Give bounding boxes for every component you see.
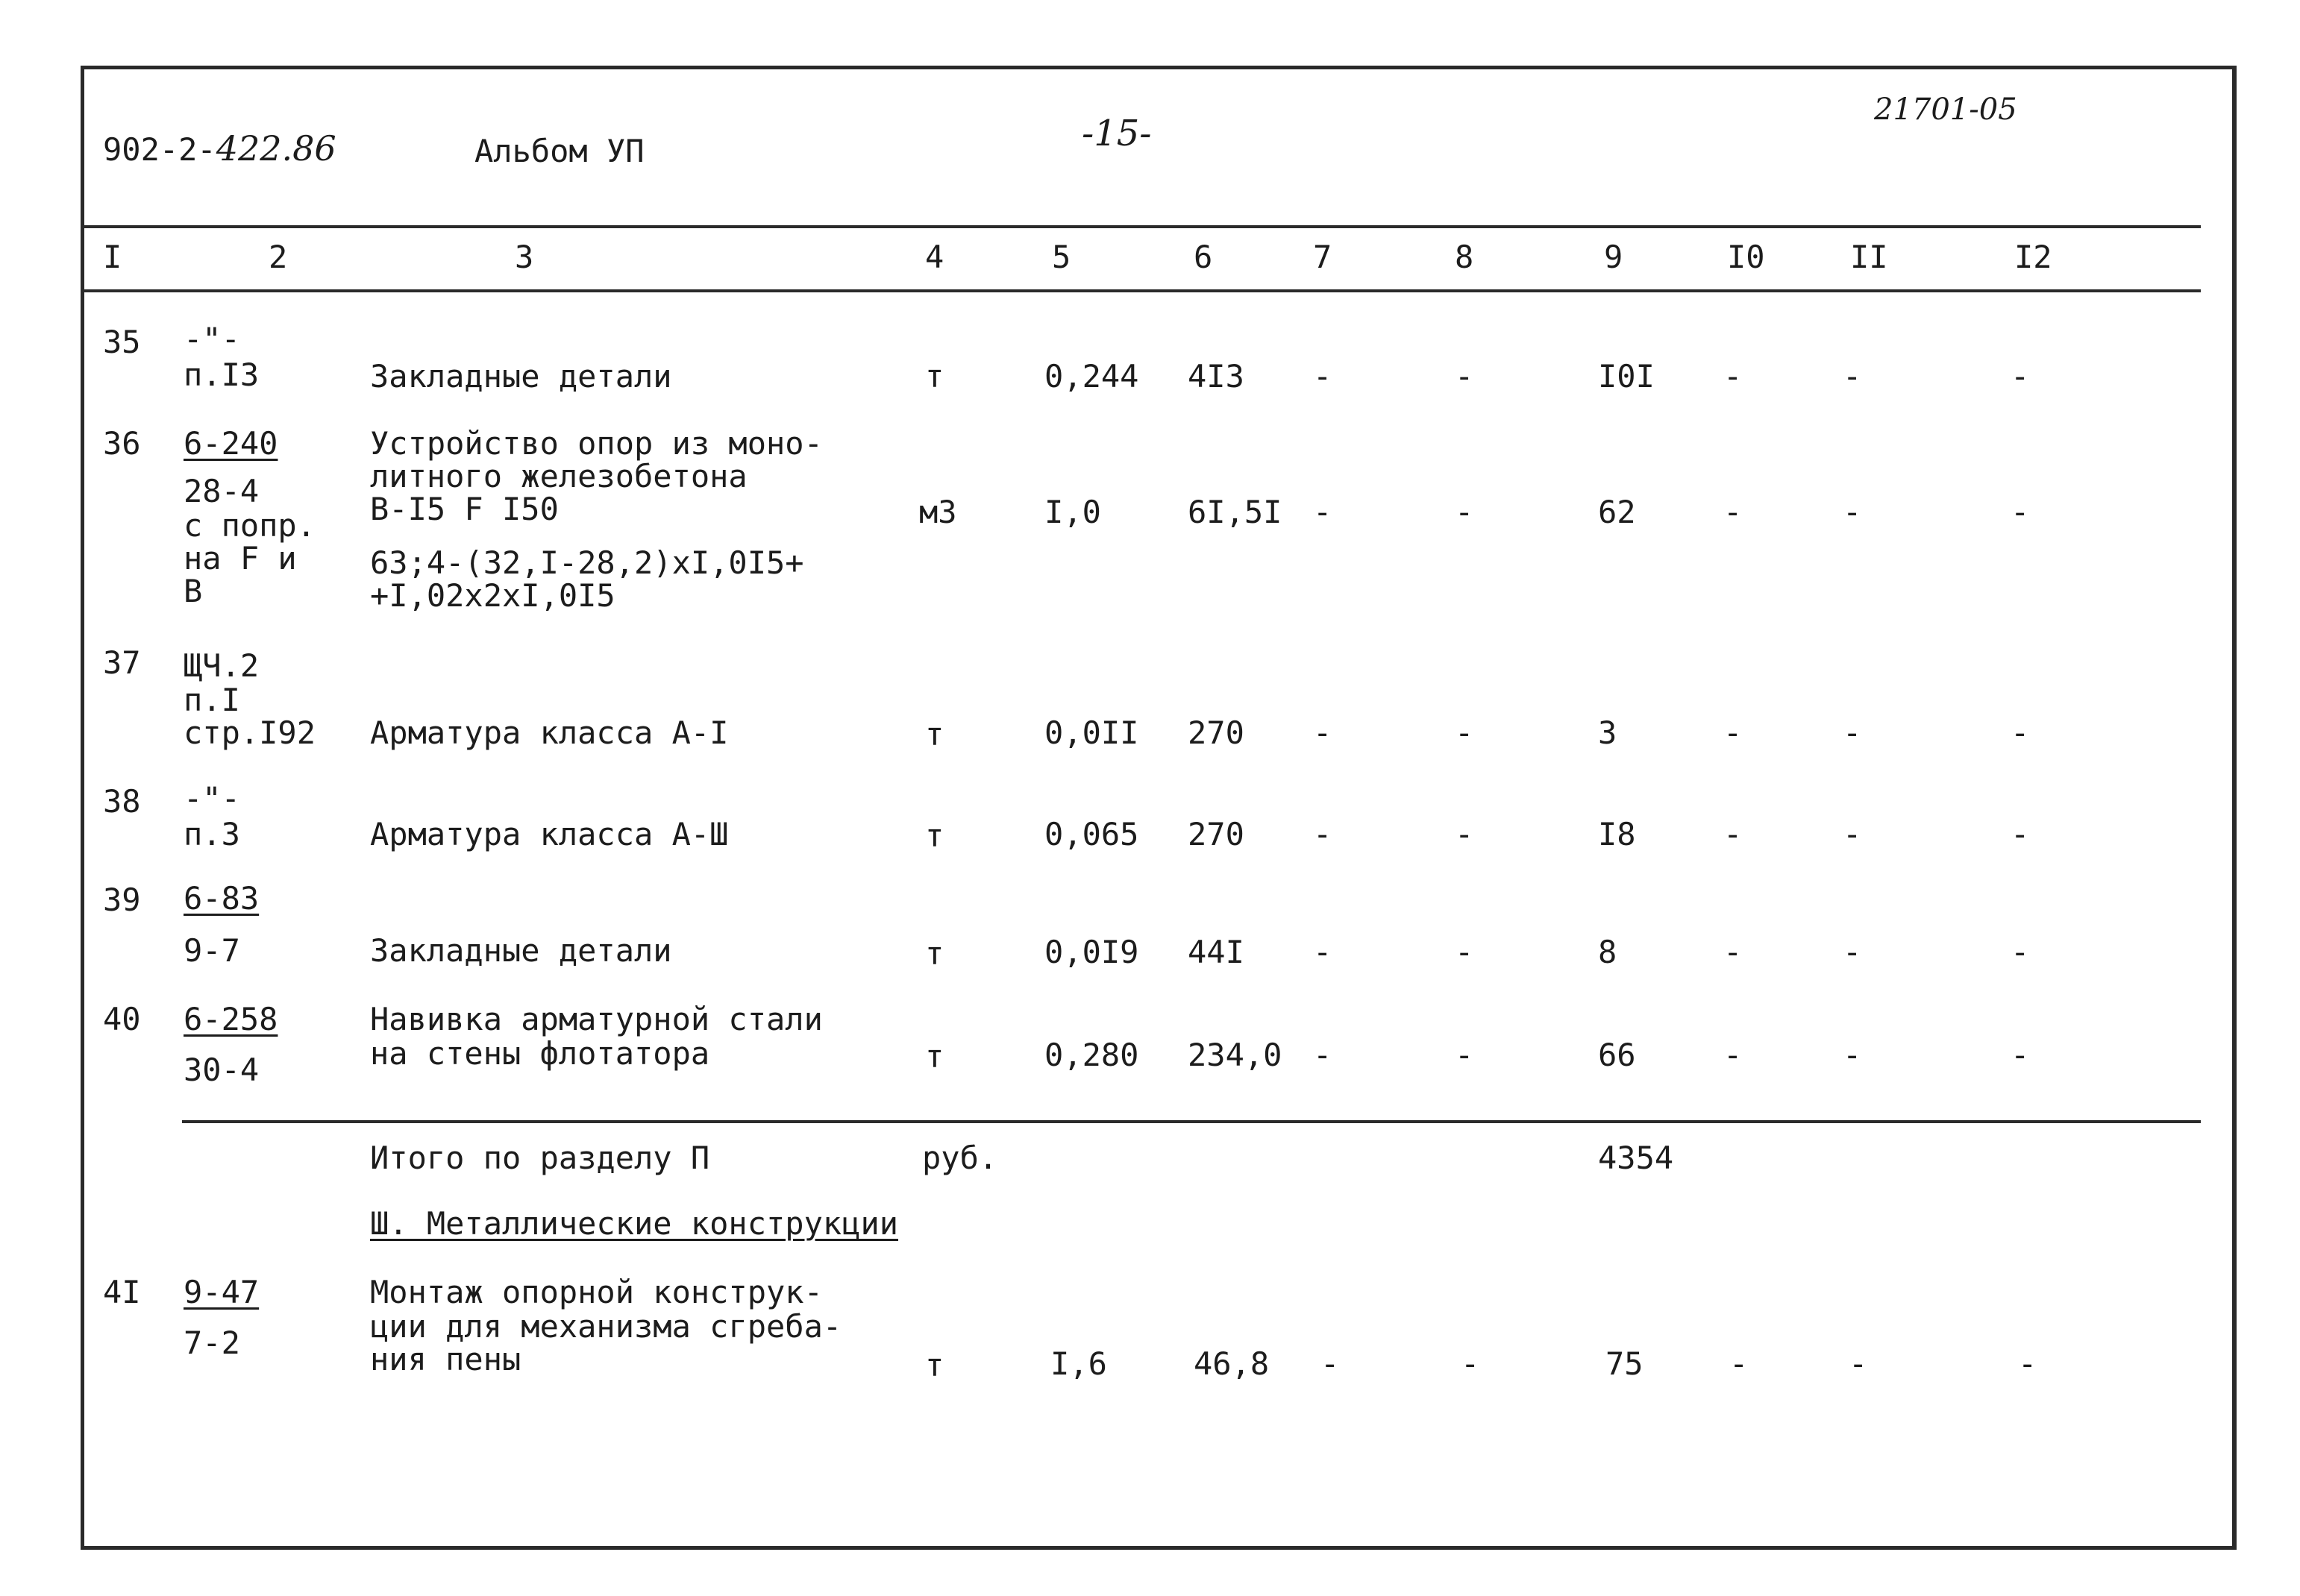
row-code-line: с попр. [184, 507, 316, 544]
row-price: 6I,5I [1188, 494, 1282, 530]
row-col12: - [2011, 494, 2030, 530]
row-col10: - [1729, 1345, 1749, 1382]
subtotal-value: 4354 [1598, 1140, 1674, 1176]
column-header-2: 2 [269, 239, 288, 275]
row-col11: - [1843, 1037, 1862, 1073]
column-header-10: I0 [1727, 239, 1765, 275]
doc-code [103, 128, 336, 169]
row-quantity: I,0 [1044, 494, 1101, 530]
row-col7: - [1313, 1037, 1332, 1073]
row-description: Навивка арматурной стали [370, 1001, 823, 1037]
row-quantity: 0,0I9 [1044, 934, 1139, 970]
row-number: 4I [103, 1274, 141, 1310]
row-unit: т [925, 358, 944, 395]
row-col10: - [1723, 816, 1743, 852]
row-code-line: п.3 [184, 816, 240, 852]
row-col10: - [1723, 714, 1743, 751]
row-code-line: ЩЧ.2 [184, 647, 260, 684]
album-label: Альбом УП [474, 133, 645, 169]
row-col8: - [1455, 1037, 1474, 1073]
row-col11: - [1843, 358, 1862, 395]
column-header-11: II [1850, 239, 1888, 275]
row-code-line: В [184, 573, 203, 609]
row-code-line: п.I3 [184, 356, 260, 393]
row-total: 62 [1598, 494, 1636, 530]
row-col7: - [1313, 714, 1332, 751]
row-total: I8 [1598, 816, 1636, 852]
row-description: Арматура класса А-I [370, 714, 729, 751]
row-code-line: -"- [184, 780, 240, 817]
row-unit: т [925, 817, 944, 854]
row-unit: т [925, 716, 944, 753]
row-total: 3 [1598, 714, 1617, 751]
row-description: В-I5 F I50 [370, 491, 559, 527]
row-total: 75 [1605, 1345, 1643, 1382]
row-code-line: 7-2 [184, 1325, 240, 1361]
row-col12: - [2018, 1345, 2037, 1382]
row-number: 40 [103, 1001, 141, 1037]
row-col8: - [1461, 1345, 1480, 1382]
row-col10: - [1723, 358, 1743, 395]
row-col8: - [1455, 816, 1474, 852]
row-code-line: 6-258 [184, 1001, 278, 1037]
row-col11: - [1843, 494, 1862, 530]
row-code-line: п.I [184, 682, 240, 718]
row-price: 46,8 [1194, 1345, 1270, 1382]
row-unit: т [925, 1038, 944, 1075]
row-col7: - [1313, 934, 1332, 970]
doc-code-handwritten: 422.86 [216, 128, 336, 169]
row-price: 44I [1188, 934, 1244, 970]
column-header-8: 8 [1455, 239, 1474, 275]
row-code-line: 9-7 [184, 932, 240, 969]
subtotal-unit: руб. [922, 1140, 998, 1176]
row-quantity: 0,280 [1044, 1037, 1139, 1073]
row-price: 234,0 [1188, 1037, 1282, 1073]
row-col10: - [1723, 494, 1743, 530]
row-price: 270 [1188, 816, 1244, 852]
row-description: литного железобетона [370, 458, 748, 494]
row-code-line: на F и [184, 540, 297, 576]
row-code-line: -"- [184, 321, 240, 357]
column-header-9: 9 [1604, 239, 1623, 275]
row-description: Закладные детали [370, 358, 672, 395]
row-col11: - [1843, 934, 1862, 970]
row-description: ния пены [370, 1341, 521, 1377]
row-col10: - [1723, 1037, 1743, 1073]
row-code-line: стр.I92 [184, 714, 316, 751]
row-col8: - [1455, 358, 1474, 395]
row-code-line: 6-83 [184, 880, 260, 917]
page-number: -15- [1082, 113, 1152, 154]
row-description: Устройство опор из моно- [370, 425, 823, 462]
row-description: Закладные детали [370, 932, 672, 969]
row-col8: - [1455, 494, 1474, 530]
stamp-number: 21701-05 [1874, 92, 2017, 127]
row-col11: - [1849, 1345, 1868, 1382]
row-col8: - [1455, 934, 1474, 970]
row-unit: т [925, 1347, 944, 1383]
row-col7: - [1313, 816, 1332, 852]
row-col11: - [1843, 816, 1862, 852]
row-description: +I,02х2хI,0I5 [370, 577, 615, 614]
row-col12: - [2011, 816, 2030, 852]
row-price: 4I3 [1188, 358, 1244, 395]
row-description: Арматура класса А-Ш [370, 816, 729, 852]
column-header-3: 3 [515, 239, 534, 275]
row-col11: - [1843, 714, 1862, 751]
row-col7: - [1320, 1345, 1340, 1382]
row-code-line: 6-240 [184, 425, 278, 462]
row-code-line: 9-47 [184, 1274, 260, 1310]
column-header-12: I2 [2014, 239, 2052, 275]
row-number: 38 [103, 783, 141, 820]
row-unit: т [925, 935, 944, 972]
row-description: на стены флотатора [370, 1035, 710, 1072]
header-bottom-rule [81, 289, 2201, 292]
row-total: 8 [1598, 934, 1617, 970]
row-number: 37 [103, 644, 141, 681]
row-number: 36 [103, 425, 141, 462]
row-unit: м3 [919, 494, 957, 530]
row-number: 39 [103, 882, 141, 918]
row-quantity: 0,065 [1044, 816, 1139, 852]
section-title: Ш. Металлические конструкции [370, 1205, 899, 1242]
row-col12: - [2011, 934, 2030, 970]
column-header-7: 7 [1313, 239, 1332, 275]
row-description: ции для механизма сгреба- [370, 1308, 842, 1345]
column-header-6: 6 [1194, 239, 1213, 275]
row-col7: - [1313, 358, 1332, 395]
column-header-4: 4 [925, 239, 944, 275]
row-quantity: I,6 [1050, 1345, 1107, 1382]
subtotal-rule [182, 1120, 2201, 1123]
row-quantity: 0,0II [1044, 714, 1139, 751]
row-total: I0I [1598, 358, 1655, 395]
row-quantity: 0,244 [1044, 358, 1139, 395]
column-header-1: I [103, 239, 122, 275]
row-col12: - [2011, 358, 2030, 395]
row-price: 270 [1188, 714, 1244, 751]
row-col12: - [2011, 714, 2030, 751]
row-code-line: 30-4 [184, 1052, 260, 1088]
row-col12: - [2011, 1037, 2030, 1073]
row-total: 66 [1598, 1037, 1636, 1073]
header-top-rule [81, 225, 2201, 228]
row-col10: - [1723, 934, 1743, 970]
row-number: 35 [103, 324, 141, 360]
column-header-5: 5 [1052, 239, 1071, 275]
subtotal-label: Итого по разделу П [370, 1140, 710, 1176]
row-col8: - [1455, 714, 1474, 751]
doc-code-print: 902-2- [103, 131, 216, 168]
row-description: Монтаж опорной конструк- [370, 1274, 823, 1310]
row-col7: - [1313, 494, 1332, 530]
row-code-line: 28-4 [184, 473, 260, 509]
row-description: 63;4-(32,I-28,2)хI,0I5+ [370, 544, 804, 581]
